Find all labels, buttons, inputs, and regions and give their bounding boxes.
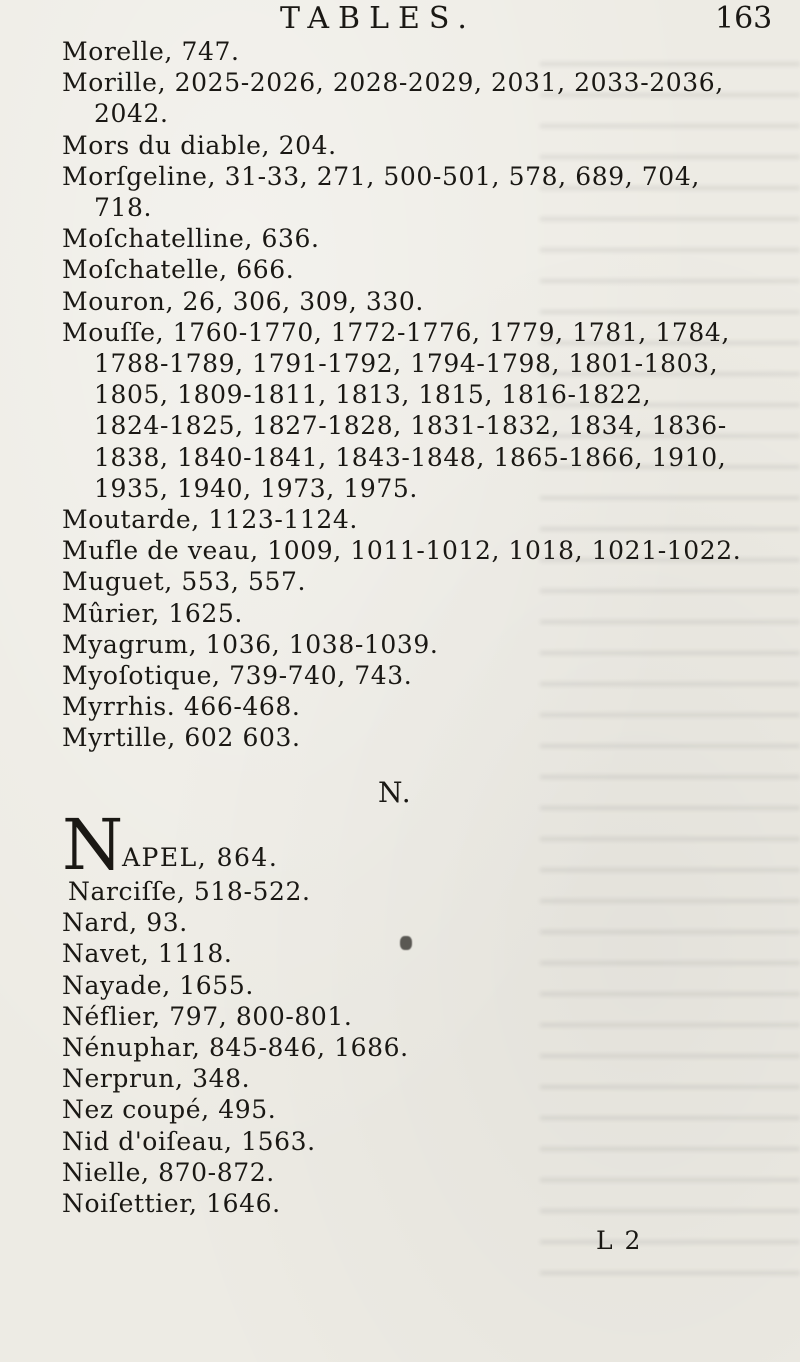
- index-entry: Myoſotique, 739-740, 743.: [62, 661, 413, 691]
- index-entry: Moſchatelline, 636.: [62, 224, 320, 254]
- index-entry: Nerprun, 348.: [62, 1064, 251, 1094]
- index-entry: Nez coupé, 495.: [62, 1095, 277, 1125]
- index-entry: Moutarde, 1123-1124.: [62, 505, 358, 535]
- index-entry: Navet, 1118.: [62, 939, 233, 969]
- index-entry: Morelle, 747.: [62, 37, 240, 66]
- index-entry: Mufle de veau, 1009, 1011-1012, 1018, 1021-1022.: [62, 536, 742, 566]
- section-heading-n: N.: [378, 776, 412, 809]
- index-entries-m: [62, 36, 782, 754]
- index-entry: Mûrier, 1625.: [62, 598, 243, 628]
- index-entry: Myrtille, 602 603.: [62, 723, 301, 753]
- index-entry: Nénuphar, 845-846, 1686.: [62, 1033, 409, 1063]
- index-entries-n: [62, 804, 782, 1219]
- page-number: 163: [715, 1, 773, 36]
- index-entry: Myagrum, 1036, 1038-1039.: [62, 629, 439, 659]
- ink-speck: [400, 936, 412, 950]
- index-entry: Mouron, 26, 306, 309, 330.: [62, 286, 424, 316]
- index-entry-continuation: 2042.: [94, 99, 169, 129]
- index-entry: Myrrhis. 466-468.: [62, 692, 301, 722]
- index-entry: Nid d'oiſeau, 1563.: [62, 1126, 316, 1156]
- index-entry: Nielle, 870-872.: [62, 1157, 275, 1187]
- index-entry-continuation: 1805, 1809-1811, 1813, 1815, 1816-1822,: [94, 380, 652, 410]
- signature-mark: L 2: [596, 1226, 643, 1255]
- index-entry: Nayade, 1655.: [62, 970, 254, 1000]
- index-entry-continuation: 1935, 1940, 1973, 1975.: [94, 473, 418, 503]
- index-entry: Néflier, 797, 800-801.: [62, 1001, 353, 1031]
- index-entry-continuation: 718.: [94, 193, 153, 223]
- index-entry-continuation: 1824-1825, 1827-1828, 1831-1832, 1834, 1836-: [94, 411, 727, 441]
- first-entry-n: [62, 804, 782, 886]
- first-entry-text: APEL, 864.: [122, 843, 279, 872]
- index-entry: Muguet, 553, 557.: [62, 567, 307, 597]
- index-entry: Mors du diable, 204.: [62, 130, 337, 160]
- index-entry: Nard, 93.: [62, 908, 188, 938]
- index-entry-continuation: 1788-1789, 1791-1792, 1794-1798, 1801-1803,: [94, 349, 719, 379]
- entries-n-list: [62, 876, 782, 1219]
- index-entry: Moſchatelle, 666.: [62, 255, 295, 285]
- index-entry: Mouſſe, 1760-1770, 1772-1776, 1779, 1781, 1784,: [62, 317, 730, 347]
- drop-cap-letter: N: [62, 804, 124, 886]
- index-entry: Morſgeline, 31-33, 271, 500-501, 578, 689, 704,: [62, 161, 700, 191]
- index-entry: Morille, 2025-2026, 2028-2029, 2031, 2033-2036,: [62, 68, 724, 98]
- index-entry-continuation: 1838, 1840-1841, 1843-1848, 1865-1866, 1910,: [94, 442, 727, 472]
- running-title: TABLES.: [280, 1, 476, 36]
- page-header: [0, 2, 800, 36]
- index-entry: Narciſſe, 518-522.: [68, 877, 311, 906]
- index-entry: Noiſettier, 1646.: [62, 1189, 281, 1219]
